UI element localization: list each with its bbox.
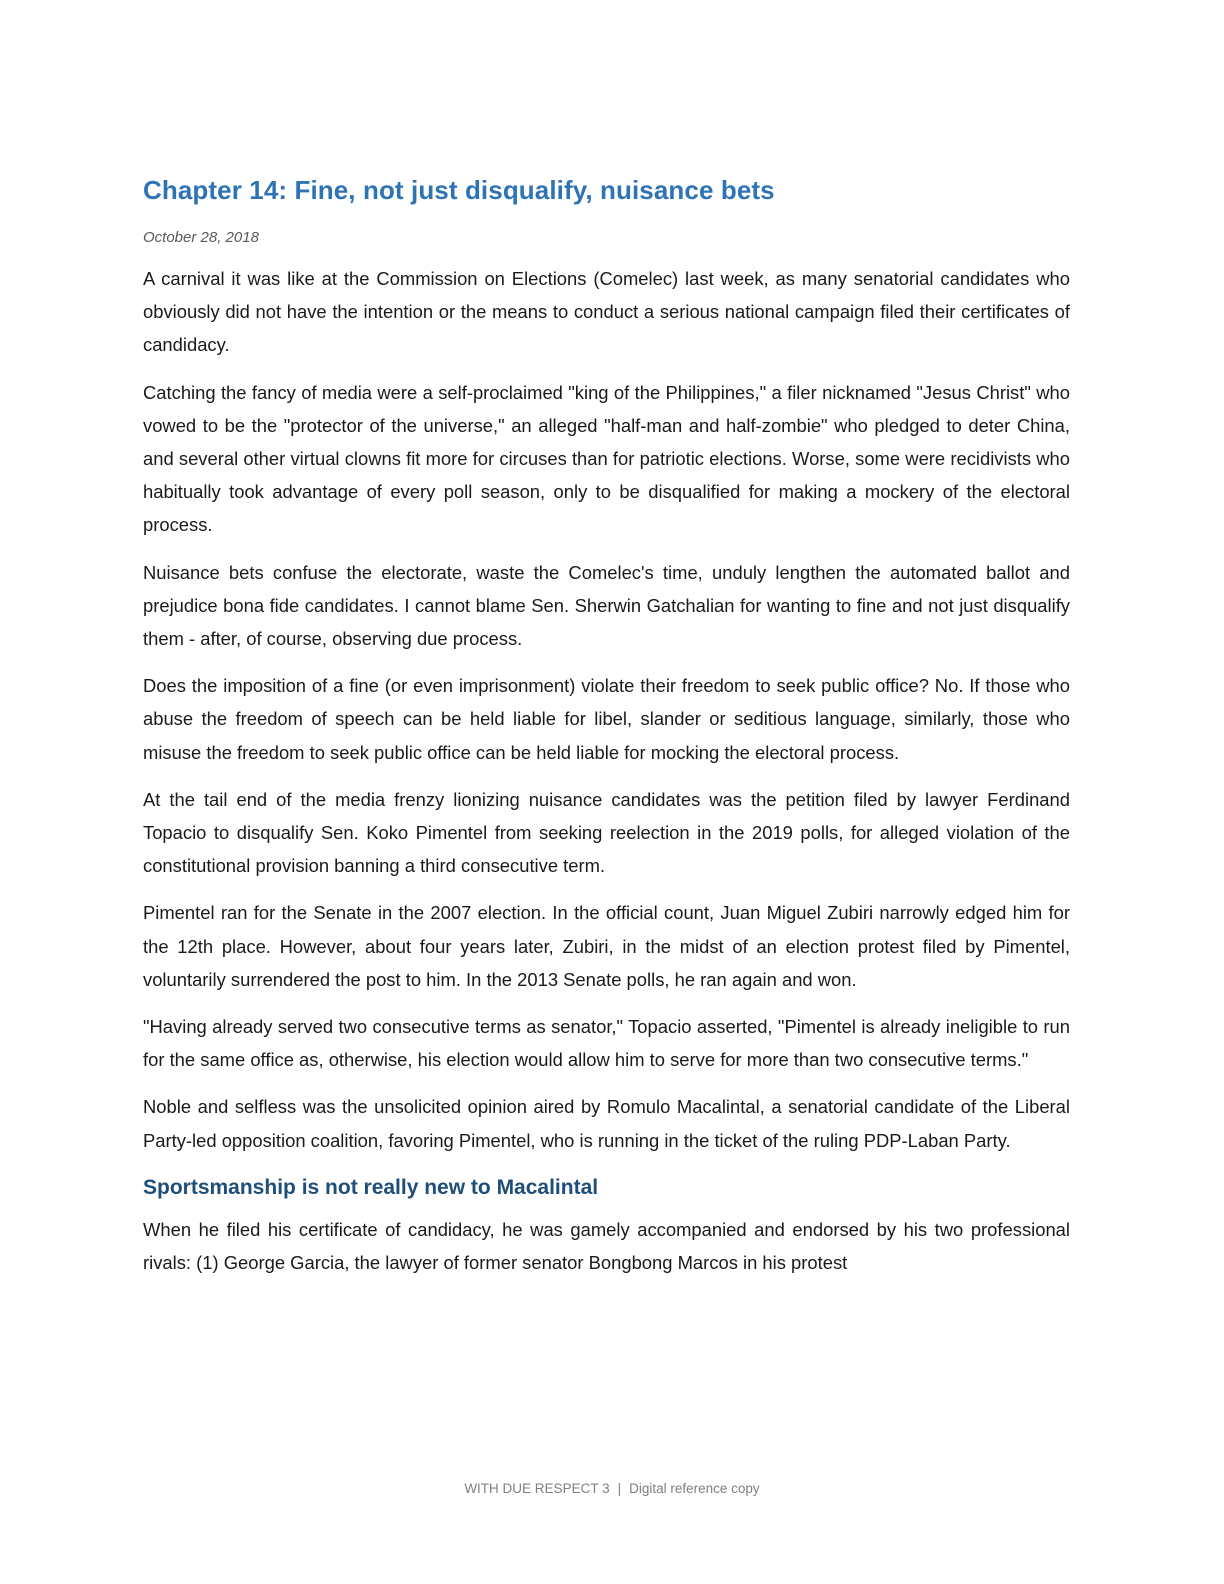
page-footer bbox=[0, 1479, 1224, 1499]
body-paragraph: Noble and selfless was the unsolicited opinion aired by Romulo Macalintal, a senatorial candidate of the Liberal Party-led opposition coalition, favoring Pimentel, who is running in the ticket of the ruling PDP-Laban Party. bbox=[143, 1096, 1070, 1151]
footer-book-title: WITH DUE RESPECT 3 bbox=[464, 1481, 610, 1496]
section-heading: Sportsmanship is not really new to Macalintal bbox=[143, 1175, 599, 1199]
body-paragraph: Pimentel ran for the Senate in the 2007 election. In the official count, Juan Miguel Zubiri narrowly edged him for the 12th place. However, about four years later, Zubiri, in the midst of an election protest filed by Pimentel, voluntarily surrendered the post to him. In the 2013 Senate polls, he ran again and won. bbox=[143, 902, 1070, 990]
body-paragraph: Does the imposition of a fine (or even imprisonment) violate their freedom to seek public office? No. If those who abuse the freedom of speech can be held liable for libel, slander or seditious language, similarly, those who misuse the freedom to seek public office can be held liable for mocking the electoral process. bbox=[143, 675, 1070, 763]
footer-separator: | bbox=[617, 1481, 622, 1496]
body-paragraph: At the tail end of the media frenzy lionizing nuisance candidates was the petition filed by lawyer Ferdinand Topacio to disqualify Sen. Koko Pimentel from seeking reelection in the 2019 polls, for alleged violation of the constitutional provision banning a third consecutive term. bbox=[143, 788, 1070, 877]
footer-note: Digital reference copy bbox=[629, 1481, 760, 1496]
publication-date: October 28, 2018 bbox=[143, 229, 259, 246]
body-paragraph: Nuisance bets confuse the electorate, waste the Comelec's time, unduly lengthen the automated ballot and prejudice bona fide candidates. I cannot blame Sen. Sherwin Gatchalian for wanting to fine and not just disqualify them - after, of course, observing due process. bbox=[143, 561, 1070, 650]
body-paragraph: "Having already served two consecutive terms as senator," Topacio asserted, "Pimentel is already ineligible to run for the same office as, otherwise, his election would allow him to serve for more than two consecutive terms." bbox=[143, 1016, 1070, 1071]
chapter-title: Chapter 14: Fine, not just disqualify, nuisance bets bbox=[143, 175, 775, 205]
document-page bbox=[143, 168, 1070, 1279]
body-paragraph: Catching the fancy of media were a self-proclaimed "king of the Philippines," a filer nicknamed "Jesus Christ" who vowed to be the "protector of the universe," an alleged "half-man and half-zombie" who pledged to deter China, and several other virtual clowns fit more for circuses than for patriotic elections. Worse, some were recidivists who habitually took advantage of every poll season, only to be disqualified for making a mockery of the electoral process. bbox=[143, 381, 1070, 536]
body-paragraph: When he filed his certificate of candidacy, he was gamely accompanied and endorsed by his two professional rivals: (1) George Garcia, the lawyer of former senator Bongbong Marcos in his protest bbox=[143, 1218, 1070, 1274]
body-paragraph: A carnival it was like at the Commission on Elections (Comelec) last week, as many senatorial candidates who obviously did not have the intention or the means to conduct a serious national campaign filed their certificates of candidacy. bbox=[143, 268, 1070, 356]
